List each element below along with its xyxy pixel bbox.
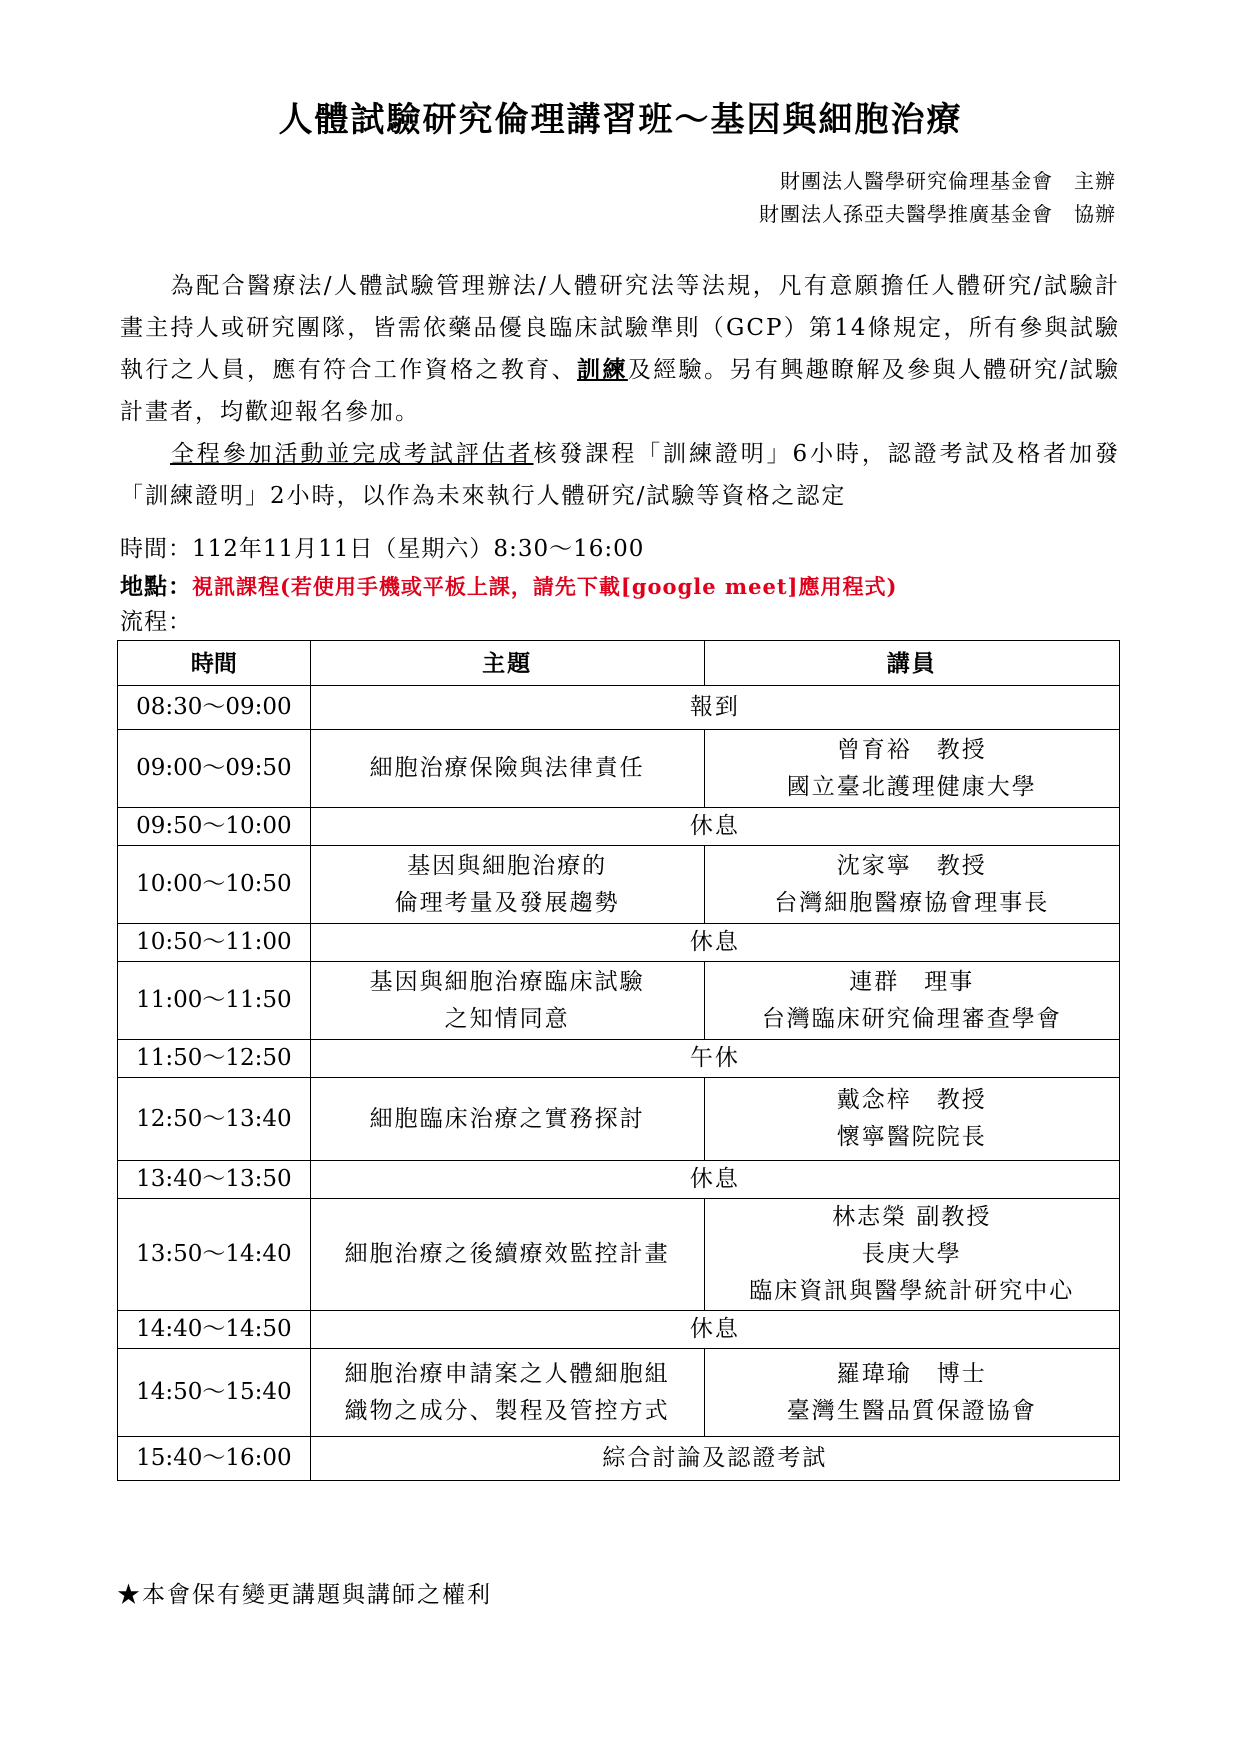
session-speaker: [704, 1349, 1119, 1437]
session-merged: 休息: [310, 1161, 1119, 1199]
session-topic: [310, 846, 704, 924]
event-time: [120, 530, 644, 563]
session-time: 09:00～09:50: [118, 730, 311, 808]
table-row: [118, 1311, 1120, 1349]
page-title: 人體試驗研究倫理講習班～基因與細胞治療: [278, 100, 963, 140]
intro-text-a: 為配合醫療法/人體試驗管理辦法/人體研究法等法規，凡有意願擔任人體研究/試驗計畫主持人或研究團隊，皆需依藥品優良臨床試驗準則（GCP）第14條規定，所有參與試驗執行之人員，應有符合工作資格之教育、: [120, 273, 1120, 383]
place-value: 視訊課程(若使用手機或平板上課，請先下載[google meet]應用程式): [192, 574, 898, 599]
session-topic: [310, 1199, 704, 1311]
session-speaker: [704, 846, 1119, 924]
table-row: [118, 686, 1120, 730]
topic-line: 細胞治療申請案之人體細胞組: [344, 1360, 670, 1387]
session-speaker: [704, 1199, 1119, 1311]
table-row: [118, 1199, 1120, 1311]
speaker-line: 林志榮 副教授: [832, 1204, 992, 1230]
time-value: 112年11月11日（星期六）8:30～16:00: [192, 536, 645, 562]
table-row: [118, 1078, 1120, 1161]
place-label: 地點：: [120, 573, 192, 600]
schedule-table: [117, 640, 1120, 1481]
speaker-line: 臺灣生醫品質保證協會: [786, 1397, 1037, 1424]
session-time: 09:50～10:00: [118, 808, 311, 846]
topic-line: 基因與細胞治療臨床試驗: [369, 968, 645, 995]
speaker-line: 戴念梓 教授: [836, 1087, 987, 1113]
table-row: [118, 730, 1120, 808]
topic-line: 基因與細胞治療的: [407, 852, 608, 879]
rights-note: ★本會保有變更講題與講師之權利: [117, 1582, 492, 1608]
session-time: 13:50～14:40: [118, 1199, 311, 1311]
table-header-row: [118, 641, 1120, 686]
speaker-line: 國立臺北護理健康大學: [786, 773, 1037, 800]
session-time: 11:00～11:50: [118, 962, 311, 1040]
table-row: [118, 1437, 1120, 1481]
topic-line: 細胞治療之後續療效監控計畫: [344, 1241, 670, 1267]
speaker-line: 連群 理事: [849, 968, 975, 995]
host-organizer: 財團法人醫學研究倫理基金會 主辦: [780, 169, 1116, 193]
event-place: [120, 568, 897, 601]
session-speaker: [704, 1078, 1119, 1161]
session-merged: 休息: [310, 924, 1119, 962]
intro-paragraph: [120, 265, 1120, 433]
session-topic: [310, 962, 704, 1040]
intro-text-b: 及經驗。另有興趣瞭解及參與人體研究/試驗計畫者，均歡迎報名參加。: [120, 357, 1121, 425]
session-topic: [310, 730, 704, 808]
speaker-line: 曾育裕 教授: [836, 736, 987, 763]
speaker-line: 羅瑋瑜 博士: [836, 1360, 987, 1387]
table-row: [118, 924, 1120, 962]
topic-line: 細胞治療保險與法律責任: [369, 755, 645, 781]
session-time: 08:30～09:00: [118, 686, 311, 730]
certificate-paragraph: [120, 433, 1120, 517]
topic-line: 細胞臨床治療之實務探討: [369, 1105, 645, 1132]
session-time: 11:50～12:50: [118, 1040, 311, 1078]
speaker-line: 台灣臨床研究倫理審查學會: [761, 1005, 1062, 1032]
intro-emphasis-training: 訓練: [577, 356, 628, 383]
session-time: 12:50～13:40: [118, 1078, 311, 1161]
speaker-line: 長庚大學: [861, 1241, 962, 1267]
certificate-condition: 全程參加活動並完成考試評估者: [170, 441, 534, 467]
session-speaker: [704, 730, 1119, 808]
topic-line: 之知情同意: [444, 1005, 570, 1032]
flow-label: 流程：: [120, 609, 192, 635]
co-host-organizer: 財團法人孫亞夫醫學推廣基金會 協辦: [759, 202, 1116, 226]
table-row: [118, 1349, 1120, 1437]
session-time: 10:50～11:00: [118, 924, 311, 962]
speaker-line: 沈家寧 教授: [836, 852, 987, 879]
session-speaker: [704, 962, 1119, 1040]
session-time: 13:40～13:50: [118, 1161, 311, 1199]
table-row: [118, 962, 1120, 1040]
session-merged: 休息: [310, 1311, 1119, 1349]
schedule-body: [118, 686, 1120, 1481]
speaker-line: 臨床資訊與醫學統計研究中心: [749, 1278, 1075, 1304]
speaker-line: 台灣細胞醫療協會理事長: [774, 889, 1050, 916]
table-row: [118, 808, 1120, 846]
session-merged: 綜合討論及認證考試: [310, 1437, 1119, 1481]
session-time: 15:40～16:00: [118, 1437, 311, 1481]
session-topic: [310, 1349, 704, 1437]
session-merged: 報到: [310, 686, 1119, 730]
session-time: 14:50～15:40: [118, 1349, 311, 1437]
speaker-line: 懷寧醫院院長: [836, 1124, 987, 1150]
table-row: [118, 846, 1120, 924]
table-row: [118, 1161, 1120, 1199]
session-topic: [310, 1078, 704, 1161]
header-speaker: 講員: [704, 641, 1119, 686]
topic-line: 倫理考量及發展趨勢: [394, 889, 620, 916]
table-row: [118, 1040, 1120, 1078]
session-merged: 休息: [310, 808, 1119, 846]
session-merged: 午休: [310, 1040, 1119, 1078]
topic-line: 織物之成分、製程及管控方式: [344, 1397, 670, 1424]
session-time: 14:40～14:50: [118, 1311, 311, 1349]
header-time: 時間: [118, 641, 311, 686]
session-time: 10:00～10:50: [118, 846, 311, 924]
header-topic: 主題: [310, 641, 704, 686]
time-label: 時間：: [120, 536, 192, 562]
certificate-text: 核發課程「訓練證明」6小時，認證考試及格者加發「訓練證明」2小時，以作為未來執行人體研究/試驗等資格之認定: [120, 441, 1120, 509]
